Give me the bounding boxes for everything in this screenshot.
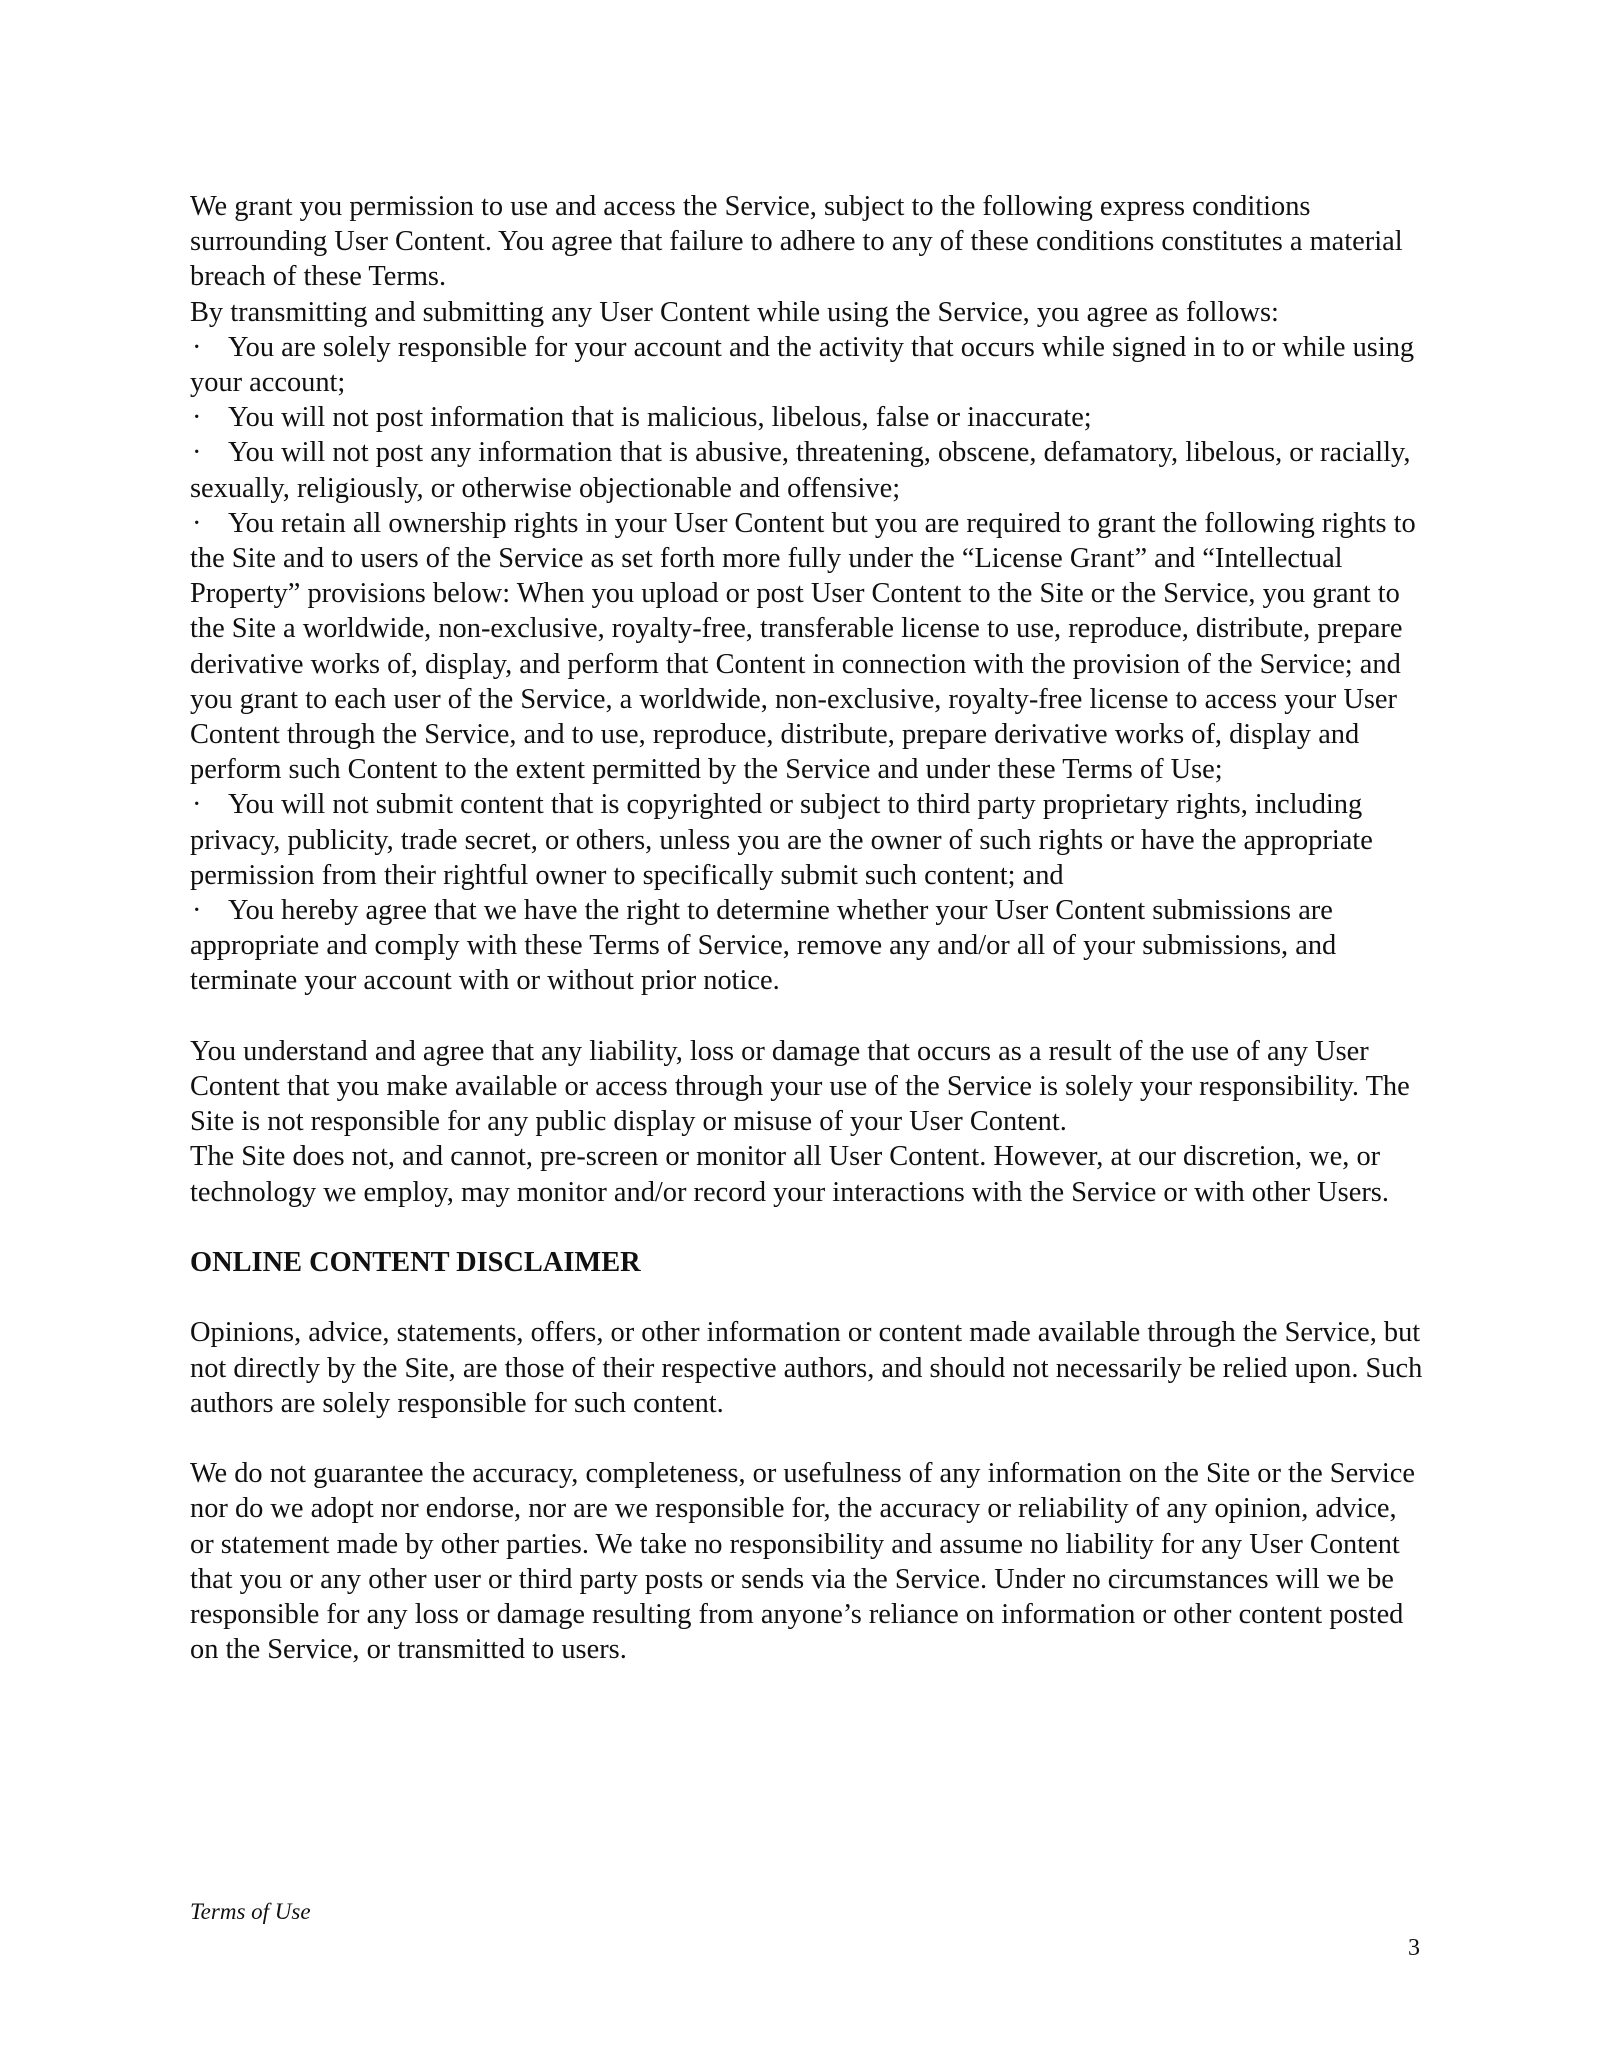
paragraph-spacer — [190, 999, 1425, 1034]
bullet-marker: · — [192, 437, 202, 469]
list-item — [190, 330, 1425, 400]
list-item — [190, 506, 1425, 788]
list-item — [190, 435, 1425, 505]
document-body — [190, 189, 1425, 1667]
paragraph-spacer — [190, 1421, 1425, 1456]
disclaimer-paragraph: Opinions, advice, statements, offers, or other information or content made available through the Service, but not directly by the Site, are those of their respective authors, and should not necessarily be relied upon. Such authors are solely responsible for such content. — [190, 1317, 1423, 1419]
list-item — [190, 400, 1425, 435]
intro-lead-in: By transmitting and submitting any User Content while using the Service, you agree as follows: — [190, 296, 1279, 328]
bullet-marker: · — [192, 402, 202, 434]
paragraph-spacer — [190, 1210, 1425, 1245]
list-item — [190, 787, 1425, 893]
page-number: 3 — [1408, 1935, 1420, 1961]
bullet-marker: · — [192, 895, 202, 927]
disclaimer-paragraph: We do not guarantee the accuracy, completeness, or usefulness of any information on the Site or the Service nor do we adopt nor endorse, nor are we responsible for, the accuracy or reliability of any opinion, advice, or statement made by other parties. We take no responsibility and assume no liability for any User Content that you or any other user or third party posts or sends via the Service. Under no circumstances will we be responsible for any loss or damage resulting from anyone’s reliance on information or other content posted on the Service, or transmitted to users. — [190, 1458, 1415, 1666]
list-item-text: You retain all ownership rights in your User Content but you are required to grant the following rights to the Site and to users of the Service as set forth more fully under the “License Grant” and “Intellectual Property” provisions below: When you upload or post User Content to the Site or the Service, you grant to the Site a worldwide, non-exclusive, royalty-free, transferable license to use, reproduce, distribute, prepare derivative works of, display, and perform that Content in connection with the provision of the Service; and you grant to each user of the Service, a worldwide, non-exclusive, royalty-free license to access your User Content through the Service, and to use, reproduce, distribute, prepare derivative works of, display and perform such Content to the extent permitted by the Service and under these Terms of Use; — [190, 507, 1416, 786]
bullet-marker: · — [192, 789, 202, 821]
bullet-marker: · — [192, 507, 202, 539]
monitoring-paragraph: The Site does not, and cannot, pre-screen or monitor all User Content. However, at our discretion, we, or technology we employ, may monitor and/or record your interactions with the Service or with other Users. — [190, 1141, 1389, 1208]
list-item-text: You will not post information that is malicious, libelous, false or inaccurate; — [228, 402, 1092, 434]
list-item-text: You are solely responsible for your account and the activity that occurs while signed in to or while using your account; — [190, 331, 1415, 399]
list-item-text: You will not post any information that is abusive, threatening, obscene, defamatory, libelous, or racially, sexually, religiously, or otherwise objectionable and offensive; — [190, 437, 1411, 504]
list-item-text: You will not submit content that is copyrighted or subject to third party proprietary rights, including privacy, publicity, trade secret, or others, unless you are the owner of such rights or have the appropriate permission from their rightful owner to specifically submit such content; and — [190, 789, 1373, 891]
footer-document-title: Terms of Use — [190, 1899, 311, 1924]
bullet-marker: · — [192, 331, 202, 363]
liability-paragraph: You understand and agree that any liability, loss or damage that occurs as a result of the use of any User Content that you make available or access through your use of the Service is solely your responsibility. The Site is not responsible for any public display or misuse of your User Content. — [190, 1035, 1410, 1138]
section-heading: ONLINE CONTENT DISCLAIMER — [190, 1247, 641, 1279]
list-item-text: You hereby agree that we have the right to determine whether your User Content submissions are appropriate and comply with these Terms of Service, remove any and/or all of your submissions, and terminate your account with or without prior notice. — [190, 895, 1337, 997]
list-item — [190, 893, 1425, 999]
paragraph-spacer — [190, 1280, 1425, 1315]
intro-paragraph: We grant you permission to use and access the Service, subject to the following express conditions surrounding User Content. You agree that failure to adhere to any of these conditions constitutes a material breach of these Terms. — [190, 191, 1403, 293]
